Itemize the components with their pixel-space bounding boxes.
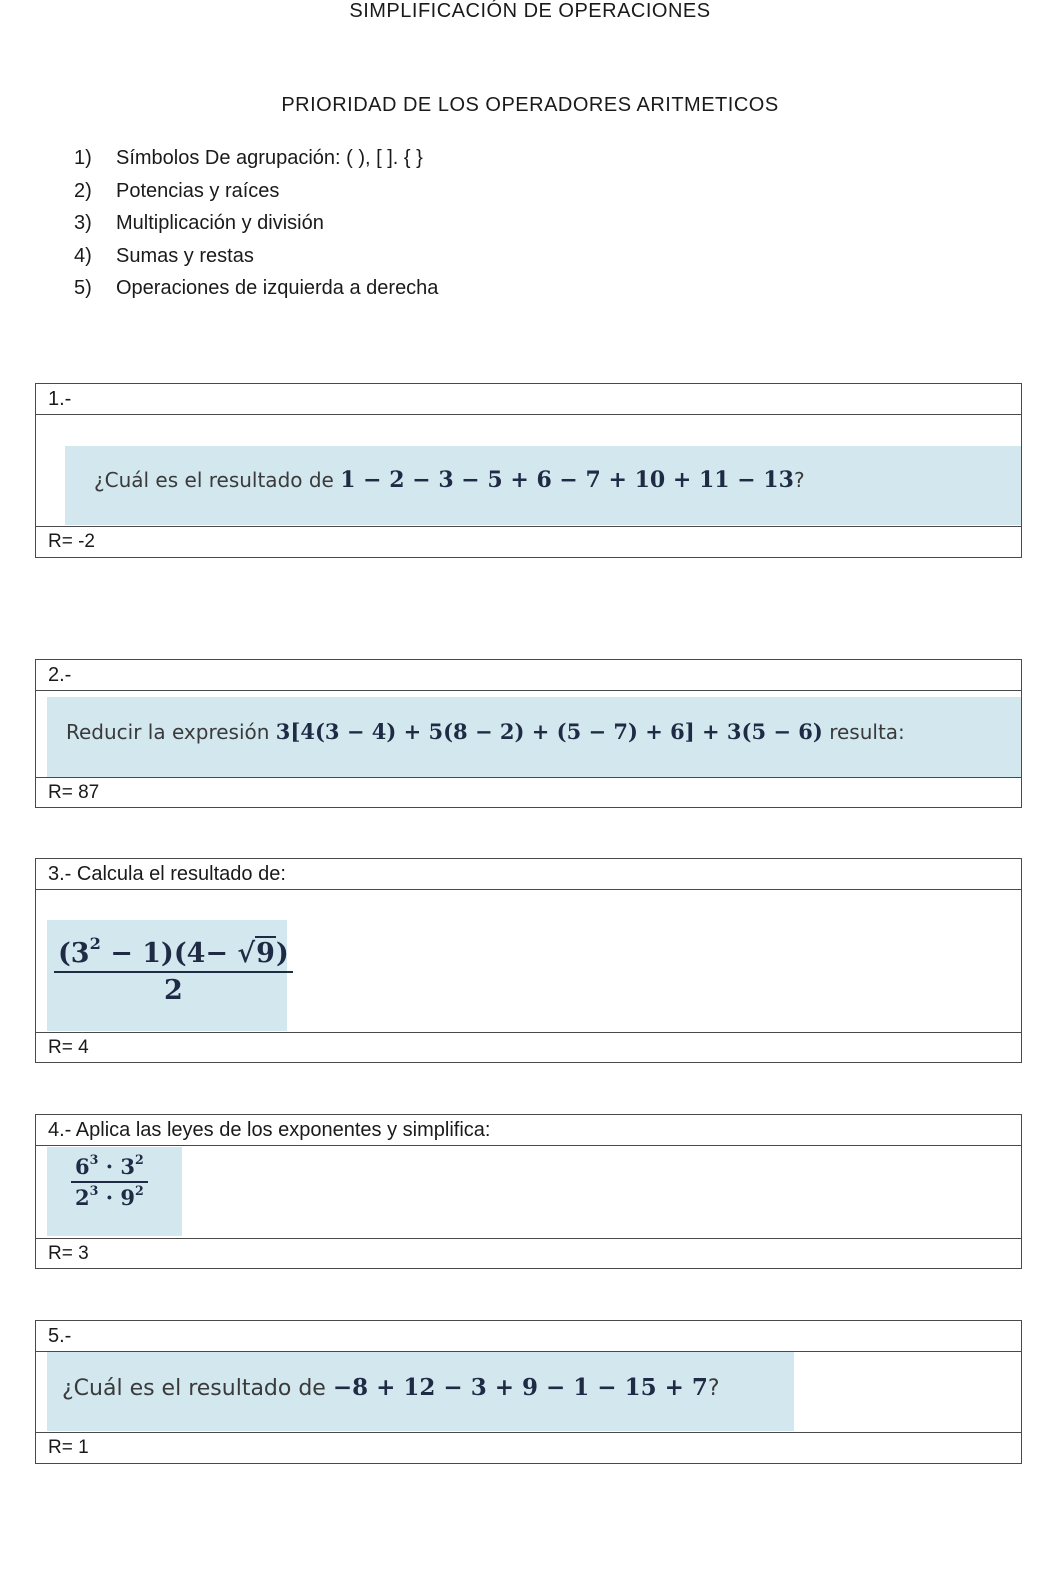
problem-header: 2.-: [36, 660, 1021, 691]
operator: ·: [98, 1154, 121, 1179]
document-title: SIMPLIFICACIÓN DE OPERACIONES: [349, 0, 711, 22]
fraction-expression: [54, 934, 293, 1006]
exponent: 3: [89, 1182, 99, 1198]
exponent: 2: [134, 1182, 144, 1198]
list-item-number: 1): [74, 147, 92, 169]
list-item-text: Potencias y raíces: [116, 179, 280, 202]
priority-list: [74, 144, 438, 307]
list-item-number: 4): [74, 244, 92, 267]
list-item-text: Operaciones de izquierda a derecha: [116, 277, 439, 299]
list-item: [74, 209, 438, 242]
question-suffix: resulta:: [822, 720, 905, 744]
list-item-text: Multiplicación y división: [116, 212, 324, 234]
problem-body: [36, 1146, 1021, 1238]
problem-3-box: [35, 858, 1022, 1063]
question-expression: 1 − 2 − 3 − 5 + 6 − 7 + 10 + 11 − 13: [340, 467, 794, 493]
list-item: [74, 177, 438, 210]
base: 3: [120, 1154, 135, 1179]
question-prefix: ¿Cuál es el resultado de: [94, 468, 341, 492]
list-item-number: 5): [74, 277, 92, 299]
exponent: 3: [89, 1151, 99, 1167]
numerator-part: ): [275, 938, 289, 969]
question-expression: 3[4(3 − 4) + 5(8 − 2) + (5 − 7) + 6] + 3(5 − 6): [275, 719, 823, 744]
fraction-denominator: [71, 1183, 148, 1210]
list-item: [74, 242, 438, 275]
list-item-text: Símbolos De agrupación: ( ), [ ]. { }: [116, 147, 423, 169]
list-item: [74, 274, 438, 307]
problem-header: 3.- Calcula el resultado de:: [36, 859, 1021, 890]
numerator-part: − 1)(4−: [100, 938, 238, 969]
problem-4-box: [35, 1114, 1022, 1269]
exponent: 2: [134, 1151, 144, 1167]
problem-1-box: [35, 383, 1022, 558]
question-expression: −8 + 12 − 3 + 9 − 1 − 15 + 7: [332, 1374, 708, 1401]
answer: R= -2: [36, 526, 1021, 557]
base: 9: [120, 1185, 135, 1210]
sqrt-icon: √9: [237, 938, 275, 969]
question-text: [94, 467, 805, 493]
problem-2-box: [35, 659, 1022, 808]
fraction-numerator: [54, 934, 293, 973]
question-text: [66, 719, 905, 744]
question-prefix: ¿Cuál es el resultado de: [62, 1376, 333, 1401]
problem-header: 5.-: [36, 1321, 1021, 1352]
numerator-part: (3: [58, 938, 90, 969]
answer: R= 3: [36, 1238, 1021, 1268]
answer: R= 87: [36, 777, 1021, 807]
question-suffix: ?: [707, 1376, 720, 1401]
list-item-number: 3): [74, 212, 92, 234]
list-item: [74, 144, 438, 177]
document-subtitle: PRIORIDAD DE LOS OPERADORES ARITMETICOS: [281, 94, 779, 116]
problem-body: [36, 415, 1021, 526]
question-prefix: Reducir la expresión: [66, 720, 276, 744]
question-suffix: ?: [793, 468, 805, 492]
problem-body: [36, 890, 1021, 1032]
operator: ·: [98, 1185, 121, 1210]
base: 6: [75, 1154, 90, 1179]
base: 2: [75, 1185, 90, 1210]
exponent: 2: [89, 934, 101, 954]
problem-5-box: [35, 1320, 1022, 1464]
problem-body: [36, 691, 1021, 777]
question-text: [62, 1374, 720, 1401]
fraction-expression: [71, 1151, 148, 1210]
fraction-denominator: 2: [163, 975, 183, 1006]
answer: R= 1: [36, 1432, 1021, 1463]
fraction-numerator: [71, 1151, 148, 1183]
radicand: 9: [256, 938, 275, 969]
list-item-text: Sumas y restas: [116, 244, 254, 267]
list-item-number: 2): [74, 179, 92, 202]
answer: R= 4: [36, 1032, 1021, 1062]
problem-body: [36, 1352, 1021, 1432]
problem-header: 1.-: [36, 384, 1021, 415]
problem-header: 4.- Aplica las leyes de los exponentes y simplifica:: [36, 1115, 1021, 1146]
